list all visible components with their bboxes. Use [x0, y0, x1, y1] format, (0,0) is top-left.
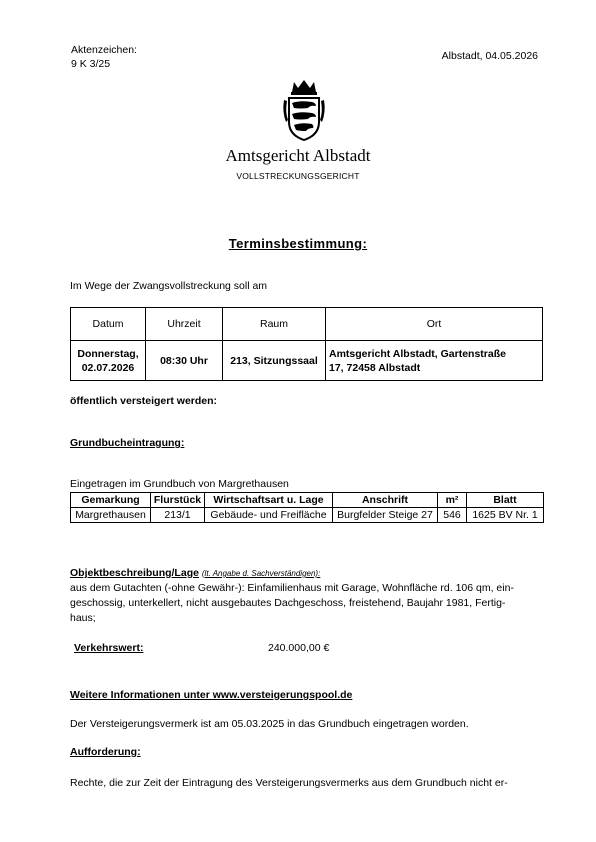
header-datum: Datum: [71, 308, 146, 341]
coat-of-arms-icon: [282, 78, 326, 142]
case-reference-value: 9 K 3/25: [71, 58, 111, 70]
land-register-table: [70, 492, 544, 523]
appointment-date: [71, 341, 146, 381]
land-register-header-row: [71, 493, 544, 508]
object-heading: Objektbeschreibung/Lage: [70, 567, 199, 579]
header-uhrzeit: Uhrzeit: [146, 308, 223, 341]
appointment-table: [70, 307, 543, 381]
cell-blatt: 1625 BV Nr. 1: [467, 508, 544, 523]
land-register-intro: Eingetragen im Grundbuch von Margrethausen: [70, 478, 289, 490]
col-anschrift: Anschrift: [333, 493, 438, 508]
cell-flurstueck: 213/1: [151, 508, 205, 523]
cell-gemarkung: Margrethausen: [71, 508, 151, 523]
col-blatt: Blatt: [467, 493, 544, 508]
appointment-place-line2: 17, 72458 Albstadt: [329, 361, 421, 374]
appointment-header-row: [71, 308, 543, 341]
appointment-place-line1: Amtsgericht Albstadt, Gartenstraße: [329, 347, 506, 360]
appointment-weekday: Donnerstag,: [77, 347, 139, 360]
header-ort: Ort: [326, 308, 543, 341]
header-raum: Raum: [223, 308, 326, 341]
object-heading-line: [70, 567, 320, 579]
object-line-3: haus;: [70, 612, 96, 624]
cell-wirtschaftsart: Gebäude- und Freifläche: [205, 508, 333, 523]
object-heading-note: (lt. Angabe d. Sachverständigen):: [201, 569, 321, 578]
auction-text: öffentlich versteigert werden:: [70, 395, 218, 407]
court-name: Amtsgericht Albstadt: [225, 146, 371, 165]
object-line-2: geschossig, unterkellert, nicht ausgebautes Dachgeschoss, freistehend, Baujahr 1981, Fertig-: [70, 597, 506, 609]
appointment-time: 08:30 Uhr: [146, 341, 223, 381]
col-wirtschaftsart: Wirtschaftsart u. Lage: [205, 493, 333, 508]
registration-note: Der Versteigerungsvermerk ist am 05.03.2025 in das Grundbuch eingetragen worden.: [70, 718, 469, 730]
document-title: Terminsbestimmung:: [228, 236, 368, 251]
appointment-row: [71, 341, 543, 381]
place-date: Albstadt, 04.05.2026: [441, 50, 538, 62]
appointment-room: 213, Sitzungssaal: [223, 341, 326, 381]
cell-anschrift: Burgfelder Steige 27: [333, 508, 438, 523]
case-reference: [71, 43, 137, 71]
court-department: VOLLSTRECKUNGSGERICHT: [236, 171, 360, 181]
table-row: [71, 508, 544, 523]
market-value-amount: 240.000,00 €: [268, 642, 330, 654]
market-value-label: Verkehrswert:: [74, 642, 144, 654]
object-line-1: aus dem Gutachten (-ohne Gewähr-): Einfamilienhaus mit Garage, Wohnfläche rd. 106 qm, ein-: [70, 582, 514, 594]
request-heading: Aufforderung:: [70, 746, 141, 758]
request-text: Rechte, die zur Zeit der Eintragung des Versteigerungsvermerks aus dem Grundbuch nicht er-: [70, 777, 508, 789]
cell-area: 546: [438, 508, 467, 523]
col-gemarkung: Gemarkung: [71, 493, 151, 508]
land-register-heading: Grundbucheintragung:: [70, 437, 185, 449]
appointment-place: [326, 341, 543, 381]
case-reference-label: Aktenzeichen:: [71, 44, 137, 56]
col-area: m²: [438, 493, 467, 508]
appointment-date-value: 02.07.2026: [81, 361, 135, 374]
intro-text: Im Wege der Zwangsvollstreckung soll am: [70, 280, 268, 292]
more-info-link[interactable]: Weitere Informationen unter www.versteigerungspool.de: [70, 689, 353, 701]
col-flurstueck: Flurstück: [151, 493, 205, 508]
object-description: [70, 581, 544, 626]
